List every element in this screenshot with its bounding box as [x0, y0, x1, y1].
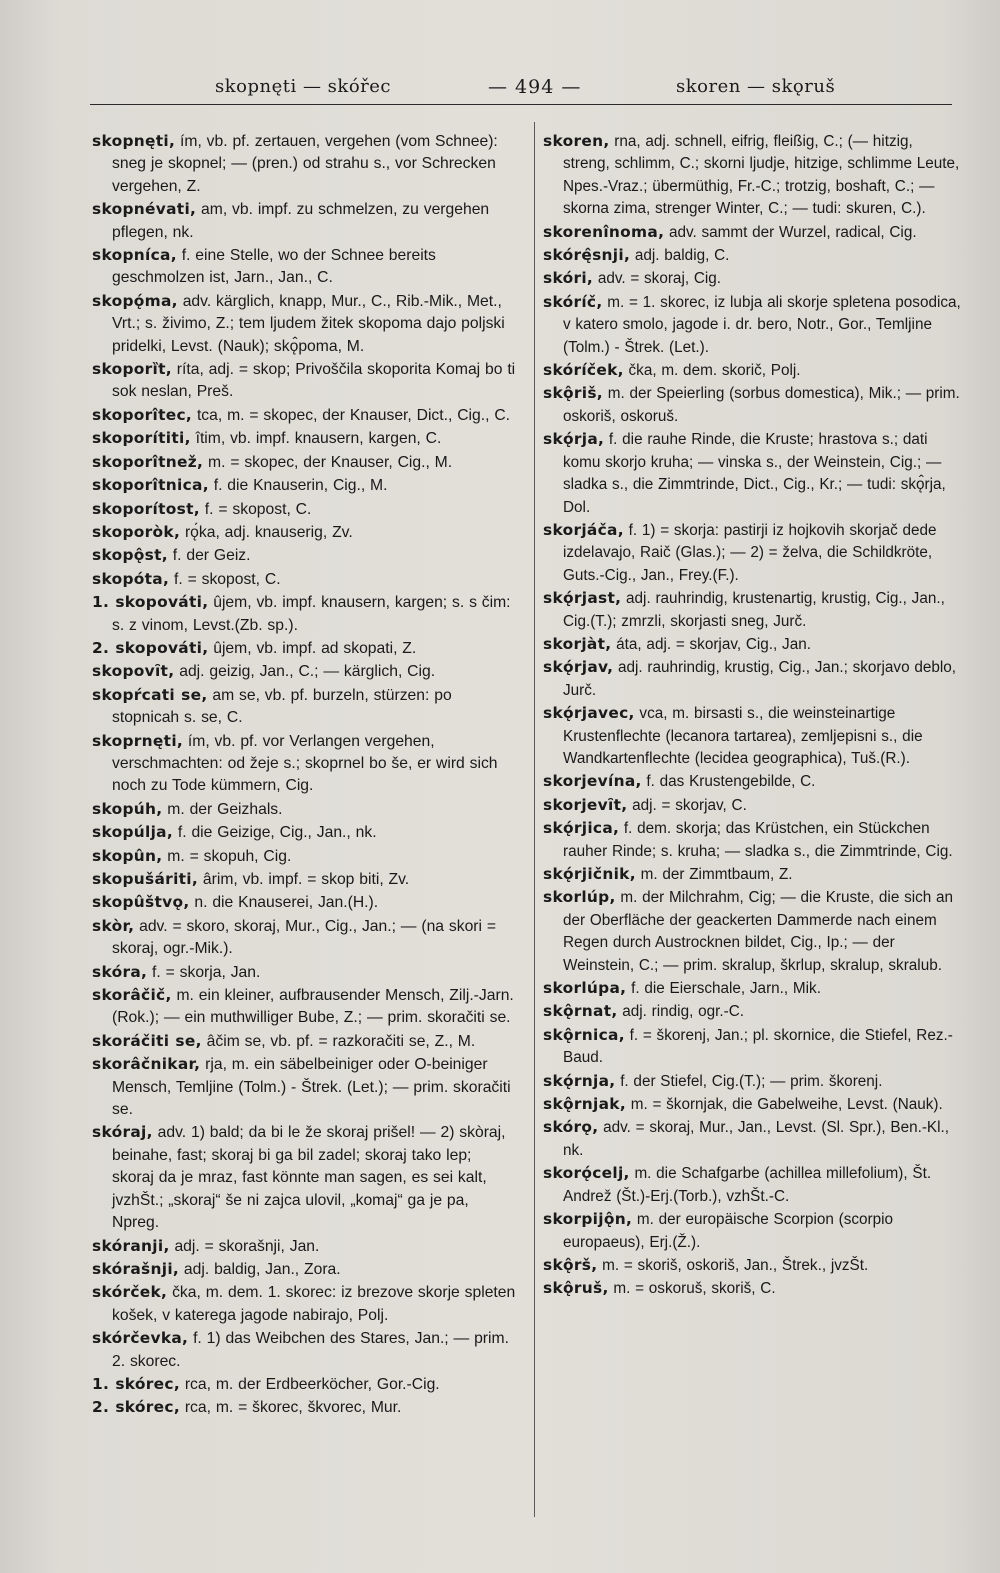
entry-headword: skopnévati, — [92, 200, 197, 219]
entry-headword: skǫ́rjavec, — [543, 704, 635, 723]
entry-headword: skórę̂snji, — [543, 246, 631, 265]
entry-headword: skǫ́rjičnik, — [543, 865, 636, 883]
entry-headword: skorpijǫ̂n, — [543, 1210, 633, 1229]
header-left-guide-words: skopnęti — skóřec — [215, 76, 392, 97]
entry-definition: čka, m. dem. skorič, Polj. — [628, 362, 801, 380]
entry-headword: skǫ́rjica, — [543, 819, 620, 838]
dictionary-entry — [92, 198, 518, 244]
dictionary-entry — [543, 130, 961, 221]
dictionary-entry — [543, 817, 961, 863]
entry-definition: f. = skopost, C. — [174, 570, 281, 588]
dictionary-entry — [92, 1121, 518, 1234]
entry-headword: skǫ́rja, — [543, 430, 605, 449]
entry-headword: skóraj, — [92, 1123, 153, 1142]
entry-headword: skopovȋt, — [92, 662, 175, 681]
dictionary-entry — [543, 291, 961, 359]
dictionary-entry — [92, 474, 518, 497]
entry-definition: adv. = skoraj, Cig. — [597, 270, 722, 288]
dictionary-entry — [543, 1024, 961, 1070]
dictionary-entry — [543, 770, 961, 793]
dictionary-entry — [543, 244, 961, 267]
entry-definition: m. die Schafgarbe (achillea millefolium), Št. Andrež (Št.)-Erj.(Torb.), vzhŠt.-C. — [563, 1165, 932, 1205]
dictionary-entry — [92, 404, 518, 427]
dictionary-entry — [543, 886, 961, 977]
entry-definition: ûjem, vb. impf. ad skopati, Z. — [213, 639, 417, 657]
entry-headword: skórǫ, — [543, 1118, 599, 1137]
entry-definition: adj. geizig, Jan., C.; — kärglich, Cig. — [179, 663, 436, 681]
dictionary-entry — [92, 684, 518, 730]
dictionary-entry — [92, 730, 518, 798]
page-number: — 494 — — [488, 76, 582, 98]
entry-headword: skórčevka, — [92, 1329, 189, 1348]
dictionary-entry — [543, 977, 961, 1000]
dictionary-entry — [92, 1258, 518, 1281]
dictionary-entry — [92, 451, 518, 474]
entry-definition: m. der Milchrahm, Cig; — die Kruste, die sich an der Oberfläche der geackerten Dammerde nach einem Regen durch Austrocknen bildet, Cig., Ip.; — der Weinstein, C.; — prim. skralup, škrlup, skralup, skralub. — [563, 889, 954, 974]
dictionary-entry — [92, 244, 518, 290]
dictionary-entry — [92, 1396, 518, 1419]
entry-headword: skóri, — [543, 269, 594, 288]
dictionary-entry — [92, 1327, 518, 1373]
dictionary-entry — [92, 130, 518, 198]
entry-definition: ârim, vb. impf. = skop biti, Zv. — [202, 871, 410, 888]
dictionary-entry — [92, 637, 518, 660]
entry-definition: n. die Knauserei, Jan.(H.). — [194, 894, 379, 912]
entry-definition: adv. kärglich, knapp, Mur., C., Rib.-Mik., Met., Vrt.; s. živimo, Z.; tem ljudem žitek skopoma dajo poljski pridelki, Levst. (Nauk); skǫ̂poma, M. — [112, 292, 505, 355]
entry-definition: f. die Knauserin, Cig., M. — [213, 477, 388, 495]
entry-headword: skǫ̂rš, — [543, 1255, 598, 1274]
entry-headword: skopnęti, — [92, 132, 176, 150]
entry-definition: adv. sammt der Wurzel, radical, Cig. — [668, 223, 917, 241]
entry-definition: adv. 1) bald; da bi le že skoraj prišel! — 2) skòraj, beinahe, fast; skoraj bi ga bil zadel; skoraj tako lep; skoraj da je mraz, fast könnte man sagen, es sei kalt, jvzhŠt.; „skoraj“ še ni zajca ulovil, „komaj“ ga je pa, Npreg. — [112, 1124, 506, 1232]
entry-definition: f. die Eierschale, Jarn., Mik. — [631, 980, 821, 998]
header-right-guide-words: skoren — skǫruš — [676, 76, 836, 97]
entry-headword: 1. skopováti, — [92, 593, 209, 612]
entry-headword: skorjevína, — [543, 772, 642, 791]
entry-definition: adj. = skorašnji, Jan. — [174, 1237, 320, 1255]
entry-definition: rǫ́ka, adj. knauserig, Zv. — [184, 523, 353, 541]
header-rule — [90, 104, 952, 105]
dictionary-entry — [543, 382, 961, 428]
entry-definition: čka, m. dem. 1. skorec: iz brezove skorje spleten košek, v katerega jagode nabirajo, Polj. — [112, 1284, 516, 1324]
entry-headword: skopúlja, — [92, 823, 174, 842]
right-column — [543, 130, 961, 1301]
entry-definition: f. = skorja, Jan. — [152, 963, 261, 981]
entry-definition: f. die Geizige, Cig., Jan., nk. — [177, 824, 377, 842]
dictionary-entry — [92, 660, 518, 683]
dictionary-entry — [543, 1116, 961, 1162]
entry-headword: skopûštvǫ, — [92, 893, 190, 912]
entry-definition: ím, vb. pf. zertauen, vergehen (vom Schnee): sneg je skopnel; — (pren.) od strahu s., vor Schrecken vergehen, Z. — [112, 133, 498, 195]
entry-headword: skopǫ́ma, — [92, 291, 178, 310]
dictionary-entry — [543, 633, 961, 656]
dictionary-entry — [92, 498, 518, 521]
entry-headword: skoporítost, — [92, 499, 200, 518]
dictionary-entry — [543, 1277, 961, 1300]
entry-definition: adj. baldig, Jan., Zora. — [183, 1260, 341, 1278]
entry-headword: 2. skopováti, — [92, 638, 209, 657]
entry-headword: skorjáča, — [543, 520, 624, 539]
entry-headword: skorlúpa, — [543, 979, 627, 998]
entry-headword: skoporȉt, — [92, 360, 172, 379]
entry-headword: skopûn, — [92, 846, 163, 865]
entry-definition: adj. rauhrindig, krustenartig, krustig, Cig., Jan., Cig.(T.); zmrzli, skorjasti sneg, Jurč. — [563, 590, 945, 630]
entry-definition: m. = oskoruš, skoriš, C. — [613, 1280, 776, 1298]
entry-definition: f. = škorenj, Jan.; pl. skornice, die Stiefel, Rez.-Baud. — [563, 1026, 953, 1067]
entry-headword: 1. skórec, — [92, 1374, 180, 1393]
entry-definition: f. das Krustengebilde, C. — [646, 773, 816, 791]
dictionary-entry — [92, 845, 518, 868]
entry-definition: m. = skopec, der Knauser, Cig., M. — [208, 453, 453, 471]
entry-headword: skòr, — [92, 916, 135, 935]
entry-definition: m. = skoriš, oskoriš, Jan., Štrek., jvzŠt. — [602, 1256, 869, 1274]
entry-definition: rna, adj. schnell, eifrig, fleißig, C.; (— hitzig, streng, schlimm, C.; skorni ljudje, hitzige, schlimme Leute, Npes.-Vraz.; übermüthig, Fr.-C.; trotzig, boshaft, C.; — skorna zima, strenger Winter, C.; — tudi: skuren, C.). — [563, 133, 960, 218]
entry-headword: skǫ̂ruš, — [543, 1279, 609, 1298]
entry-headword: skǫ̂rnica, — [543, 1025, 625, 1044]
entry-definition: m. der europäische Scorpion (scorpio europaeus), Erj.(Ž.). — [563, 1211, 894, 1251]
entry-headword: skoráčiti se, — [92, 1031, 202, 1050]
entry-definition: f. eine Stelle, wo der Schnee bereits geschmolzen ist, Jarn., Jan., C. — [112, 247, 436, 287]
dictionary-entry — [543, 267, 961, 290]
entry-definition: ríta, adj. = skop; Privoščila skoporita Komaj bo ti sok neslan, Preš. — [112, 361, 516, 401]
dictionary-entry — [543, 794, 961, 817]
entry-headword: skoren, — [543, 132, 610, 150]
entry-definition: áta, adj. = skorjav, Cig., Jan. — [616, 635, 811, 653]
dictionary-entry — [92, 544, 518, 567]
entry-definition: f. 1) = skorja: pastirji iz hojkovih skorjač dede izdelavajo, Raič (Glas.); — 2) = želva, die Schildkröte, Guts.-Cig., Jan., Frey.(F.). — [563, 521, 937, 584]
entry-headword: skopŕcati se, — [92, 685, 208, 704]
dictionary-entry — [543, 359, 961, 382]
dictionary-entry — [543, 519, 961, 587]
entry-headword: skopníca, — [92, 246, 177, 265]
dictionary-entry — [92, 915, 518, 961]
dictionary-entry — [92, 1235, 518, 1258]
dictionary-entry — [543, 428, 961, 519]
entry-headword: skorâčič, — [92, 986, 172, 1005]
entry-definition: adv. = skoro, skoraj, Mur., Cig., Jan.; — (na skori = skoraj, ogr.-Mik.). — [112, 917, 497, 958]
entry-definition: am se, vb. pf. burzeln, stürzen: po stopnicah s. se, C. — [112, 686, 452, 727]
entry-definition: m. = škornjak, die Gabelweihe, Levst. (Nauk). — [630, 1096, 943, 1114]
entry-definition: f. die rauhe Rinde, die Kruste; hrastova s.; dati komu skorjo kruha; — vinska s., der Weinstein, Cig.; — sladka s., die Zimmtrinde, Dict., Cig., Kr.; — tudi: skǫ̂rja, Dol. — [563, 431, 946, 516]
dictionary-entry — [92, 1281, 518, 1327]
entry-headword: skorjevȋt, — [543, 795, 628, 814]
dictionary-entry — [543, 1254, 961, 1277]
entry-definition: vca, m. birsasti s., die weinsteinartige Krustenflechte (lecanora tartarea), zemljepisni s., die Wandkartenflechte (lecidea geographica), Tuš.(R.). — [563, 705, 923, 767]
entry-headword: skorlúp, — [543, 888, 616, 907]
entry-headword: skórašnji, — [92, 1259, 180, 1278]
entry-headword: skoprnęti, — [92, 731, 184, 750]
dictionary-entry — [92, 290, 518, 358]
entry-definition: tca, m. = skopec, der Knauser, Dict., Cig., C. — [196, 406, 511, 424]
dictionary-entry — [92, 358, 518, 404]
dictionary-entry — [92, 891, 518, 914]
dictionary-entry — [543, 1070, 961, 1093]
dictionary-entry — [92, 821, 518, 844]
entry-headword: skórček, — [92, 1283, 168, 1302]
entry-headword: skoporîtnica, — [92, 476, 209, 495]
entry-definition: rja, m. ein säbelbeiniger oder O-beiniger Mensch, Temljine (Tolm.) - Štrek. (Let.); — prim. skoračiti se. — [112, 1056, 511, 1119]
dictionary-entry — [543, 702, 961, 770]
entry-definition: âčim se, vb. pf. = razkoračiti se, Z., M. — [206, 1032, 476, 1050]
dictionary-entry — [543, 1000, 961, 1023]
entry-headword: skopúh, — [92, 799, 163, 818]
entry-definition: am, vb. impf. zu schmelzen, zu vergehen pflegen, nk. — [112, 201, 490, 241]
entry-definition: rca, m. = škorec, škvorec, Mur. — [184, 1399, 402, 1417]
dictionary-entry — [92, 427, 518, 450]
entry-headword: skǫ́rjav, — [543, 658, 614, 677]
entry-definition: adj. baldig, C. — [634, 247, 730, 265]
entry-headword: skóra, — [92, 962, 148, 981]
dictionary-entry — [92, 1373, 518, 1396]
dictionary-entry — [543, 587, 961, 633]
entry-definition: adj. = skorjav, C. — [632, 796, 747, 814]
entry-definition: rca, m. der Erdbeerköcher, Gor.-Cig. — [184, 1375, 440, 1393]
entry-definition: f. 1) das Weibchen des Stares, Jan.; — prim. 2. skorec. — [112, 1330, 509, 1370]
entry-definition: adj. rindig, ogr.-C. — [622, 1003, 744, 1021]
entry-headword: skorjàt, — [543, 634, 612, 653]
entry-definition: f. der Geiz. — [172, 547, 251, 565]
entry-definition: ûjem, vb. impf. knausern, kargen; s. s čim: s. z vinom, Levst.(Zb. sp.). — [112, 594, 511, 634]
entry-definition: m. ein kleiner, aufbrausender Mensch, Zilj.-Jarn.(Rok.); — ein muthwilliger Bube, Z.; — prim. skoračiti se. — [112, 987, 514, 1027]
dictionary-entry — [543, 656, 961, 702]
entry-headword: skorǫ́celj, — [543, 1164, 630, 1183]
entry-definition: m. = 1. skorec, iz lubja ali skorje spletena posodica, v katero smolo, jagode i. dr. bero, Notr., Gor., Temljine (Tolm.) - Štrek. (Let.). — [563, 293, 961, 356]
entry-headword: skǫ̂rnat, — [543, 1002, 618, 1021]
entry-headword: skóranji, — [92, 1236, 170, 1255]
dictionary-entry — [92, 1053, 518, 1121]
entry-headword: skorenînoma, — [543, 222, 665, 241]
entry-headword: skóríč, — [543, 292, 603, 311]
dictionary-entry — [92, 568, 518, 591]
dictionary-entry — [543, 221, 961, 244]
dictionary-entry — [92, 868, 518, 891]
column-divider — [534, 122, 535, 1517]
left-column — [92, 130, 518, 1420]
entry-definition: m. der Speierling (sorbus domestica), Mik.; — prim. oskoriš, oskoruš. — [563, 385, 960, 425]
entry-definition: adj. rauhrindig, krustig, Cig., Jan.; skorjavo deblo, Jurč. — [563, 659, 957, 699]
entry-headword: skopǫ̂st, — [92, 546, 168, 565]
dictionary-entry — [92, 521, 518, 544]
entry-headword: skorâčnikar, — [92, 1055, 201, 1074]
dictionary-entry — [92, 984, 518, 1030]
entry-headword: skǫ́rjast, — [543, 589, 622, 608]
dictionary-entry — [92, 961, 518, 984]
entry-headword: skóríček, — [543, 361, 624, 380]
entry-headword: skǫ́rnja, — [543, 1071, 616, 1090]
dictionary-entry — [543, 1208, 961, 1254]
entry-definition: f. = skopost, C. — [204, 500, 312, 518]
entry-headword: skopušáriti, — [92, 870, 199, 888]
dictionary-entry — [543, 863, 961, 886]
entry-headword: skoporîtec, — [92, 405, 193, 424]
entry-headword: skǫ̂riš, — [543, 384, 603, 403]
entry-headword: 2. skórec, — [92, 1398, 180, 1417]
dictionary-entry — [92, 1030, 518, 1053]
entry-definition: ím, vb. pf. vor Verlangen vergehen, verschmachten: od žeje s.; skoprnel bo še, er wird sich noch zu Tode kümmern, Cig. — [112, 732, 498, 795]
entry-definition: m. = skopuh, Cig. — [167, 847, 292, 865]
dictionary-entry — [92, 591, 518, 637]
entry-headword: skopóta, — [92, 569, 170, 588]
entry-definition: f. der Stiefel, Cig.(T.); — prim. škorenj. — [620, 1072, 883, 1090]
entry-headword: skǫ̂rnjak, — [543, 1095, 626, 1114]
entry-definition: îtim, vb. impf. knausern, kargen, C. — [195, 430, 442, 448]
entry-definition: m. der Zimmtbaum, Z. — [640, 866, 793, 883]
entry-headword: skoporîtnež, — [92, 452, 204, 471]
entry-definition: m. der Geizhals. — [167, 800, 283, 818]
dictionary-entry — [543, 1093, 961, 1116]
dictionary-entry — [543, 1162, 961, 1208]
entry-definition: f. dem. skorja; das Krüstchen, ein Stückchen rauher Rinde; s. kruha; — sladka s., die Zimmtrinde, Cig. — [563, 820, 953, 860]
dictionary-entry — [92, 798, 518, 821]
entry-definition: adv. = skoraj, Mur., Jan., Levst. (Sl. Spr.), Ben.-Kl., nk. — [563, 1119, 950, 1159]
entry-headword: skoporítiti, — [92, 429, 191, 448]
entry-headword: skoporòk, — [92, 522, 181, 541]
